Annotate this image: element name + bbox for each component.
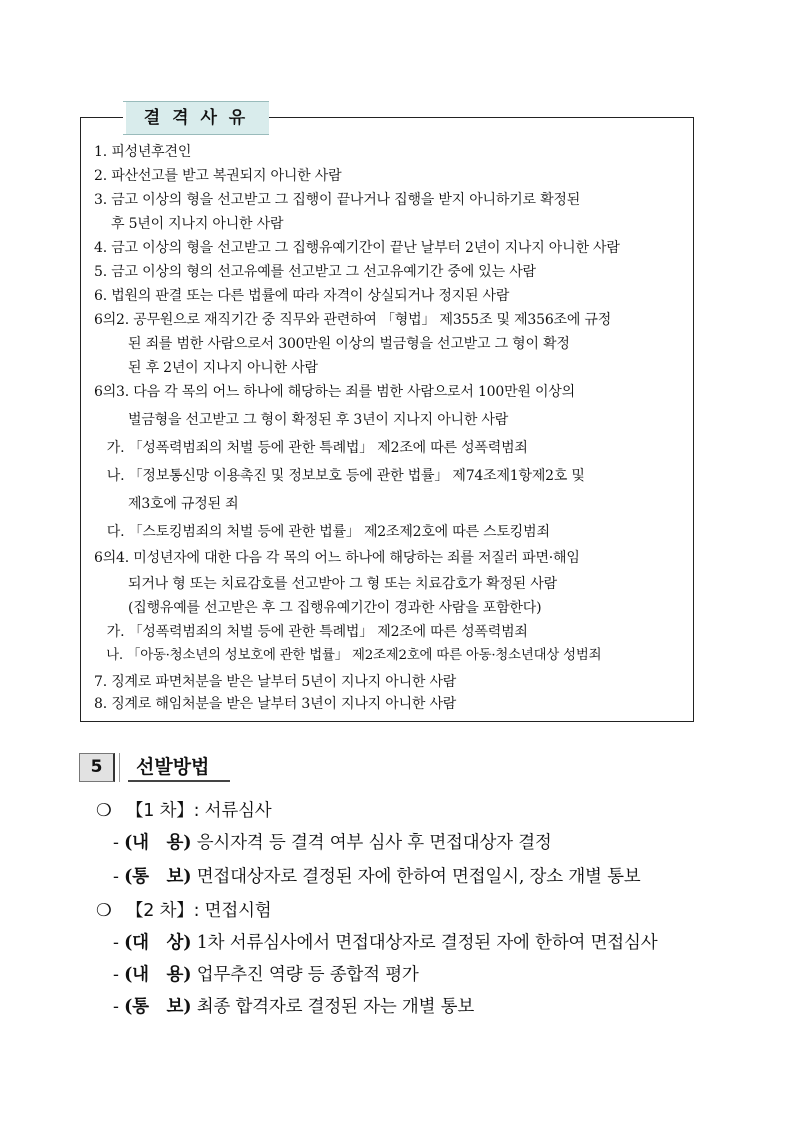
section-divider xyxy=(119,753,123,782)
disqualification-item: 되거나 형 또는 치료감호를 선고받아 그 형 또는 치료감호가 확정된 사람 xyxy=(94,576,557,592)
disqualification-item: 나. 「정보통신망 이용촉진 및 정보보호 등에 관한 법률」 제74조제1항제2호 및 xyxy=(94,468,585,484)
row-label: (통 보) xyxy=(124,997,192,1017)
disqualification-item: 8. 징계로 해임처분을 받은 날부터 3년이 지나지 아니한 사람 xyxy=(94,696,457,712)
round-1-content-row xyxy=(113,830,552,856)
row-text: 최종 합격자로 결정된 자는 개별 통보 xyxy=(191,997,475,1017)
row-label: (내 용) xyxy=(124,833,192,853)
disqualification-item: 1. 피성년후견인 xyxy=(94,144,192,160)
disqualification-item: 6의4. 미성년자에 대한 다음 각 목의 어느 하나에 해당하는 죄를 저질러 파면·해임 xyxy=(94,550,580,566)
disqualification-item: 6. 법원의 판결 또는 다른 법률에 따라 자격이 상실되거나 정지된 사람 xyxy=(94,288,510,304)
dash: - xyxy=(113,997,125,1017)
disqualification-item: 벌금형을 선고받고 그 형이 확정된 후 3년이 지나지 아니한 사람 xyxy=(94,412,509,428)
disqualification-item: 된 죄를 범한 사람으로서 300만원 이상의 벌금형을 선고받고 그 형이 확정 xyxy=(94,336,570,352)
circle-bullet-icon: ❍ xyxy=(96,801,112,821)
dash: - xyxy=(113,933,125,953)
round-2-heading xyxy=(96,898,271,924)
disqualification-item: 가. 「성폭력범죄의 처벌 등에 관한 특례법」 제2조에 따른 성폭력범죄 xyxy=(94,440,528,456)
row-label: (통 보) xyxy=(124,867,192,887)
disqualification-item: 다. 「스토킹범죄의 처벌 등에 관한 법률」 제2조제2호에 따른 스토킹범죄 xyxy=(94,524,550,540)
disqualification-item: 후 5년이 지나지 아니한 사람 xyxy=(94,216,284,232)
dash: - xyxy=(113,833,125,853)
round-2-label: 【2 차】: 면접시험 xyxy=(126,901,272,921)
row-label: (대 상) xyxy=(124,933,192,953)
disqualification-item: 가. 「성폭력범죄의 처벌 등에 관한 특례법」 제2조에 따른 성폭력범죄 xyxy=(94,624,528,640)
round-2-notice-row xyxy=(113,994,474,1020)
round-2-content-row xyxy=(113,962,419,988)
dash: - xyxy=(113,965,125,985)
circle-bullet-icon: ❍ xyxy=(96,901,112,921)
row-text: 1차 서류심사에서 면접대상자로 결정된 자에 한하여 면접심사 xyxy=(191,933,658,953)
section-number: 5 xyxy=(79,753,115,782)
disqualification-item: 된 후 2년이 지나지 아니한 사람 xyxy=(94,360,318,376)
round-2-target-row xyxy=(113,930,657,956)
row-label: (내 용) xyxy=(124,965,192,985)
round-1-label: 【1 차】: 서류심사 xyxy=(126,801,272,821)
disqualification-item: (집행유예를 선고받은 후 그 집행유예기간이 경과한 사람을 포함한다) xyxy=(94,600,542,616)
disqualification-item: 4. 금고 이상의 형을 선고받고 그 집행유예기간이 끝난 날부터 2년이 지나지 아니한 사람 xyxy=(94,240,620,256)
disqualification-item: 6의2. 공무원으로 재직기간 중 직무와 관련하여 「형법」 제355조 및 제356조에 규정 xyxy=(94,312,612,328)
row-text: 면접대상자로 결정된 자에 한하여 면접일시, 장소 개별 통보 xyxy=(191,867,641,887)
disqualification-item: 2. 파산선고를 받고 복권되지 아니한 사람 xyxy=(94,168,342,184)
disqualification-item: 나. 「아동·청소년의 성보호에 관한 법률」 제2조제2호에 따른 아동·청소년대상 성범죄 xyxy=(94,648,602,663)
disqualification-title: 결 격 사 유 xyxy=(123,101,269,135)
disqualification-item: 5. 금고 이상의 형의 선고유예를 선고받고 그 선고유예기간 중에 있는 사람 xyxy=(94,264,536,280)
disqualification-item: 7. 징계로 파면처분을 받은 날부터 5년이 지나지 아니한 사람 xyxy=(94,674,457,690)
row-text: 응시자격 등 결격 여부 심사 후 면접대상자 결정 xyxy=(191,833,552,853)
disqualification-item: 6의3. 다음 각 목의 어느 하나에 해당하는 죄를 범한 사람으로서 100만원 이상의 xyxy=(94,384,575,400)
disqualification-item: 제3호에 규정된 죄 xyxy=(94,496,239,512)
dash: - xyxy=(113,867,125,887)
section-title: 선발방법 xyxy=(128,753,230,782)
round-1-heading xyxy=(96,798,271,824)
row-text: 업무추진 역량 등 종합적 평가 xyxy=(191,965,419,985)
round-1-notice-row xyxy=(113,864,641,890)
disqualification-item: 3. 금고 이상의 형을 선고받고 그 집행이 끝나거나 집행을 받지 아니하기로 확정된 xyxy=(94,192,581,208)
